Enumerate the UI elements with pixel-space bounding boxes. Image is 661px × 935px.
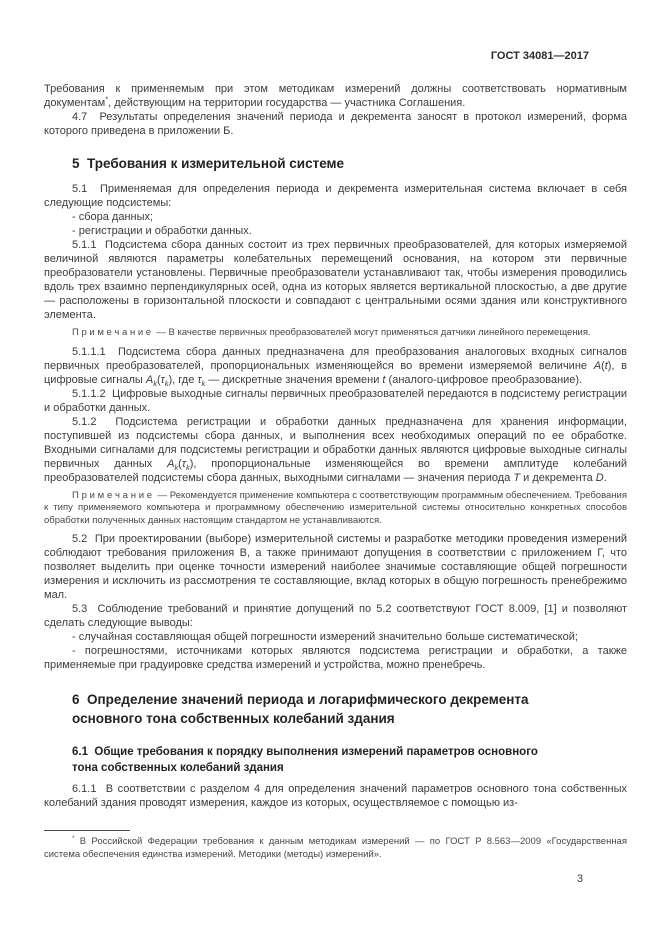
page-footer [44, 830, 627, 885]
paragraph-intro: Требования к применяемым при этом методикам измерений должны соответствовать нормативным документам*, действующим на территории государства — участника Соглашения. [44, 83, 627, 109]
paragraph-5-1-2: 5.1.2 Подсистема регистрации и обработки данных предназначена для хранения информации, поступившей из подсистемы сбора данных, и выполнения всех необходимых операций по ее обработке. Входными сигналами для подсистемы регистрации и обработки данных являются цифровые выходные сигналы первичных данных $A_k(\tau_k)$, пропорциональные изменяющейся во времени амплитуде колебаний преобразователей подсистемы сбора данных, выходными сигналами — значения периода T и декремента D. [44, 415, 627, 484]
note-1: П р и м е ч а н и е — В качестве первичных преобразователей могут применяться датчики линейного перемещения. [72, 327, 591, 338]
footnote-text: * В Российской Федерации требования к данным методикам измерений — по ГОСТ Р 8.563—2009 «Государственная система обеспечения единства измерений. Методики (методы) измерений». [44, 834, 627, 860]
heading-section-6-1: 6.1 Общие требования к порядку выполнения измерений параметров основного тона собственных колебаний здания [72, 746, 538, 774]
page-number: 3 [576, 873, 583, 885]
paragraph-5-1-1: 5.1.1 Подсистема сбора данных состоит из трех первичных преобразователей, для которых измеряемой величиной являются параметры колебательных перемещений основания, на котором эти первичные преобразователи установлены. Первичные преобразователи устанавливают так, чтобы измерения проводились вдоль трех взаимно перпендикулярных осей, одна из которых является вертикальной плоскостью, а две другие — расположены в горизонтальной плоскости и совпадают с центральными осями здания или конструктивного элемента. [44, 239, 627, 321]
paragraph-5-1-1-2: 5.1.1.2 Цифровые выходные сигналы первичных преобразователей передаются в подсистему регистрации и обработки данных. [44, 387, 627, 414]
list-item: - сбора данных; [72, 211, 154, 223]
list-item: - случайная составляющая общей погрешности измерений значительно больше систематической; [72, 631, 578, 643]
paragraph-5-1: 5.1 Применяемая для определения периода и декремента измерительная система включает в себя следующие подсистемы: [44, 183, 627, 209]
paragraph-4-7: 4.7 Результаты определения значений периода и декремента заносят в протокол измерений, форма которого приведена в приложении Б. [44, 111, 627, 137]
paragraph-5-3: 5.3 Соблюдение требований и принятие допущений по 5.2 соответствуют ГОСТ 8.009, [1] и позволяют сделать следующие выводы: [44, 603, 627, 629]
paragraph-6-1-1: 6.1.1 В соответствии с разделом 4 для определения значений параметров основного тона собственных колебаний здания проводят измерения, каждое из которых, осуществляемое с помощью из- [44, 783, 627, 809]
paragraph-5-1-1-1: 5.1.1.1 Подсистема сбора данных предназначена для преобразования аналоговых входных сигналов первичных преобразователей, пропорциональных изменяющейся во времени измеряемой величине A(t), в цифровые сигналы $A_k(\tau_k)$, где $\tau_k$ — дискретные значения времени t (аналого-цифровое преобразование). [44, 345, 627, 388]
list-item: - погрешностями, источниками которых являются подсистема регистрации и обработки, а также применяемые при градуировке средства измерений и устройства, можно пренебречь. [44, 645, 627, 671]
heading-section-5: 5 Требования к измерительной системе [72, 156, 345, 171]
running-header: ГОСТ 34081—2017 [490, 50, 589, 62]
paragraph-5-2: 5.2 При проектировании (выборе) измерительной системы и разработке методики проведения измерений соблюдают требования приложения В, а также принимают допущения в соответствии с приложением Г, что позволяет выделить при оценке точности измерений наиболее значимые составляющие общей погрешности измерения и исключить из рассмотрения те составляющие, вклад которых в общую погрешность пренебрежимо мал. [44, 533, 627, 601]
note-2: П р и м е ч а н и е — Рекомендуется применение компьютера с соответствующим программным обеспечением. Требования к типу применяемого компьютера и программному обеспечению измерительной системы относительно конкретных способов обработки полученных данных настоящим стандартом не устанавливаются. [44, 489, 627, 526]
list-item: - регистрации и обработки данных. [72, 225, 252, 237]
footnote-divider [44, 830, 130, 831]
heading-section-6: 6 Определение значений периода и логарифмического декремента основного тона собственных колебаний здания [72, 692, 529, 726]
